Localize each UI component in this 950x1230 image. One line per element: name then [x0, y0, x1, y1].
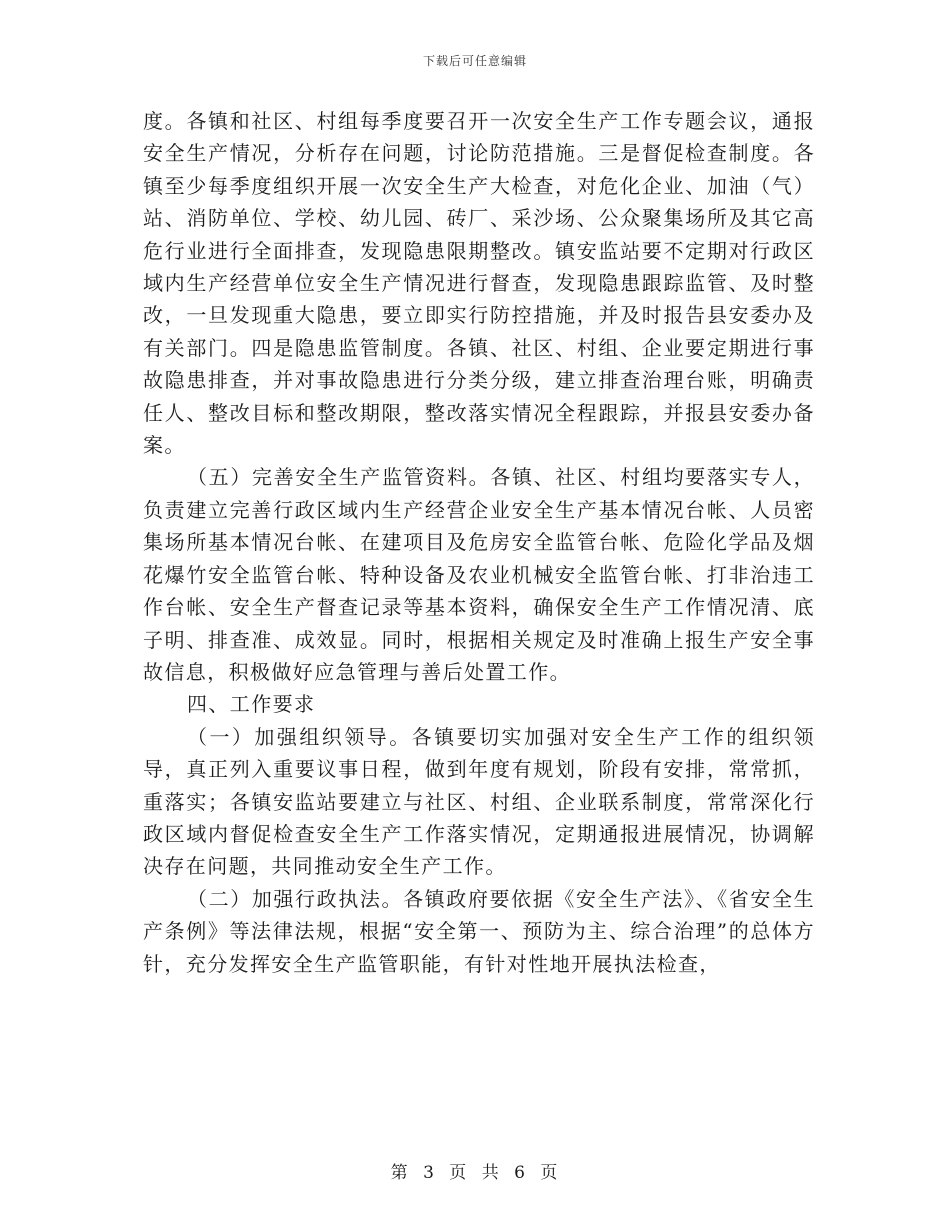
section-heading: 四、工作要求	[187, 692, 316, 717]
page-footer	[0, 1158, 950, 1183]
paragraph: （一）加强组织领导。各镇要切实加强对安全生产工作的组织领导，真正列入重要议事日程，做到年度有规划，阶段有安排，常常抓，重落实；各镇安监站要建立与社区、村组、企业联系制度，常常深化行政区域内督促检查安全生产工作落实情况，定期通报进展情况，协调解决存在问题，共同推动安全生产工作。	[143, 724, 815, 879]
page-header: 下载后可任意编辑	[422, 54, 527, 68]
total-page-number: 6	[514, 1163, 527, 1183]
document-body	[143, 105, 815, 980]
footer-total-prefix: 共	[481, 1163, 501, 1183]
current-page-number: 3	[423, 1163, 436, 1183]
paragraph: 度。各镇和社区、村组每季度要召开一次安全生产工作专题会议，通报安全生产情况，分析存在问题，讨论防范措施。三是督促检查制度。各镇至少每季度组织开展一次安全生产大检查，对危化企业、加油（气）站、消防单位、学校、幼儿园、砖厂、采沙场、公众聚集场所及其它高危行业进行全面排查，发现隐患限期整改。镇安监站要不定期对行政区域内生产经营单位安全生产情况进行督查，发现隐患跟踪监管、及时整改，一旦发现重大隐患，要立即实行防控措施，并及时报告县安委办及有关部门。四是隐患监管制度。各镇、社区、村组、企业要定期进行事故隐患排查，并对事故隐患进行分类分级，建立排查治理台账，明确责任人、整改目标和整改期限，整改落实情况全程跟踪，并报县安委办备案。	[143, 109, 815, 458]
footer-total-suffix: 页	[540, 1163, 560, 1183]
footer-page-label: 页	[449, 1163, 469, 1183]
paragraph: （五）完善安全生产监管资料。各镇、社区、村组均要落实专人，负责建立完善行政区域内生产经营企业安全生产基本情况台帐、人员密集场所基本情况台帐、在建项目及危房安全监管台帐、危险化学品及烟花爆竹安全监管台帐、特种设备及农业机械安全监管台帐、打非治违工作台帐、安全生产督查记录等基本资料，确保安全生产工作情况清、底子明、排查准、成效显。同时，根据相关规定及时准确上报生产安全事故信息，积极做好应急管理与善后处置工作。	[143, 465, 815, 684]
paragraph: （二）加强行政执法。各镇政府要依据《安全生产法》、《省安全生产条例》等法律法规，根据“安全第一、预防为主、综合治理”的总体方针，充分发挥安全生产监管职能，有针对性地开展执法检查，	[143, 886, 815, 976]
footer-prefix: 第	[390, 1163, 410, 1183]
